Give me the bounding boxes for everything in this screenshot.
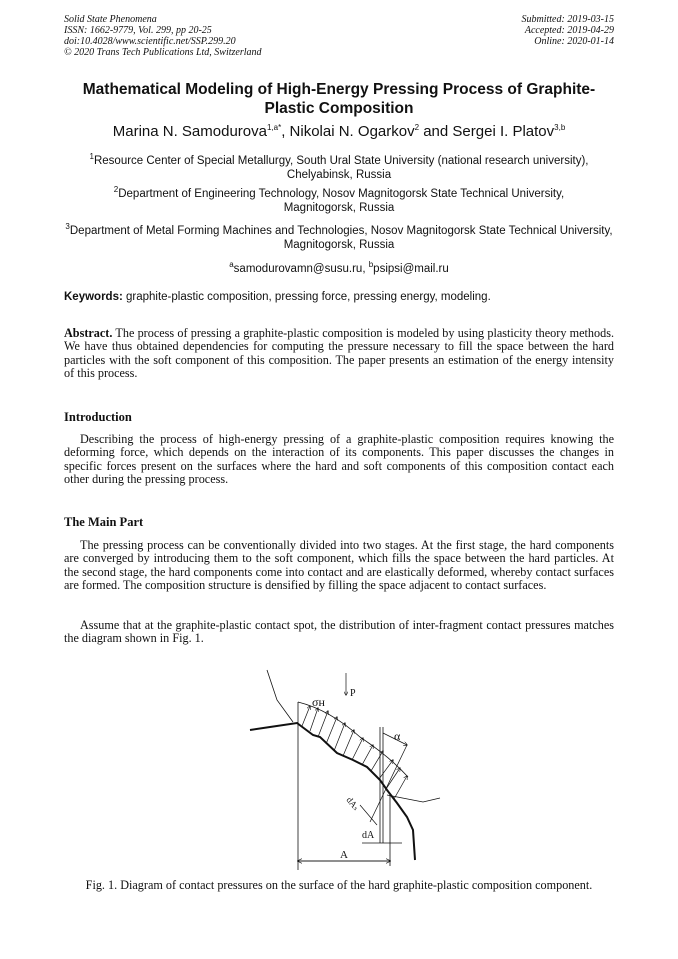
paragraph: Describing the process of high-energy pressing of a graphite-plastic composition requires knowing the deforming force, which depends on the interaction of its components. This paper discusses the changes in specific forces present on the surfaces where the hard and soft components of this composition contact each other during the pressing process. xyxy=(64,432,614,487)
aff-text: Department of Engineering Technology, Nosov Magnitogorsk State Technical University, Magnitogorsk, Russia xyxy=(118,187,565,214)
email-link[interactable]: psipsi@mail.ru xyxy=(373,262,449,275)
da-label: dA xyxy=(362,830,375,841)
aff-text: Department of Metal Forming Machines and Technologies, Nosov Magnitogorsk State Technical University, Magnitogorsk, Russia xyxy=(69,224,613,251)
author: Sergei I. Platov xyxy=(452,123,555,140)
a-label: A xyxy=(340,849,348,861)
figure-caption: Fig. 1. Diagram of contact pressures on the surface of the hard graphite-plastic composition component. xyxy=(85,878,593,892)
paper-title: Mathematical Modeling of High-Energy Pressing Process of Graphite-Plastic Composition xyxy=(82,81,596,117)
keywords-label: Keywords: xyxy=(64,291,123,303)
section-heading: The Main Part xyxy=(64,515,144,529)
sigma-label: σн xyxy=(312,695,325,709)
issn: ISSN: 1662-9779, Vol. 299, pp 20-25 xyxy=(64,25,212,36)
abstract-text: The process of pressing a graphite-plastic composition is modeled by using plasticity theory methods. We have thus obtained dependencies for computing the pressure necessary to fill the space between the hard particles with the soft component of this composition. The paper presents an estimation of the energy intensity of this process. xyxy=(64,326,614,381)
submitted-date: Submitted: 2019-03-15 xyxy=(521,14,614,25)
aff-text: Resource Center of Special Metallurgy, South Ural State University (national research university), Chelyabinsk, Russia xyxy=(93,154,589,181)
abstract-label: Abstract. xyxy=(64,326,113,340)
alpha-label: α xyxy=(394,729,401,743)
sup: b xyxy=(368,260,374,269)
author: Nikolai N. Ogarkov xyxy=(289,123,415,140)
sup: a xyxy=(229,260,234,269)
aff-sup: 3 xyxy=(65,222,70,231)
das-label: dAₛ xyxy=(344,794,362,813)
sep: , xyxy=(281,123,290,140)
aff-sup: 2 xyxy=(113,185,119,194)
author-sup: 3,b xyxy=(554,123,566,132)
accepted-date: Accepted: 2019-04-29 xyxy=(524,25,614,36)
journal-name: Solid State Phenomena xyxy=(64,14,157,25)
paragraph: Assume that at the graphite-plastic contact spot, the distribution of inter-fragment contact pressures matches the diagram shown in Fig. 1. xyxy=(64,618,614,646)
email-link[interactable]: samodurovamn@susu.ru, xyxy=(233,262,369,275)
author: Marina N. Samodurova xyxy=(112,123,267,140)
aff-sup: 1 xyxy=(89,152,94,161)
doi: doi:10.4028/www.scientific.net/SSP.299.20 xyxy=(64,36,236,47)
author-sup: 1,a* xyxy=(266,123,282,132)
paragraph: The pressing process can be conventionally divided into two stages. At the first stage, the hard components are converged by introducing them to the soft component, which fills the space between the hard particles. At the second stage, the hard components come into contact and are elastically deformed, whereby contact surfaces are formed. The composition structure is densified by filling the space adjacent to contact surfaces. xyxy=(64,538,614,593)
author-sup: 2 xyxy=(414,123,420,132)
copyright: © 2020 Trans Tech Publications Ltd, Switzerland xyxy=(64,47,262,58)
sep: and xyxy=(419,123,453,140)
keywords-text: graphite-plastic composition, pressing force, pressing energy, modeling. xyxy=(122,291,491,303)
section-heading: Introduction xyxy=(64,410,132,424)
online-date: Online: 2020-01-14 xyxy=(534,36,614,47)
force-p-label: P xyxy=(350,688,356,699)
